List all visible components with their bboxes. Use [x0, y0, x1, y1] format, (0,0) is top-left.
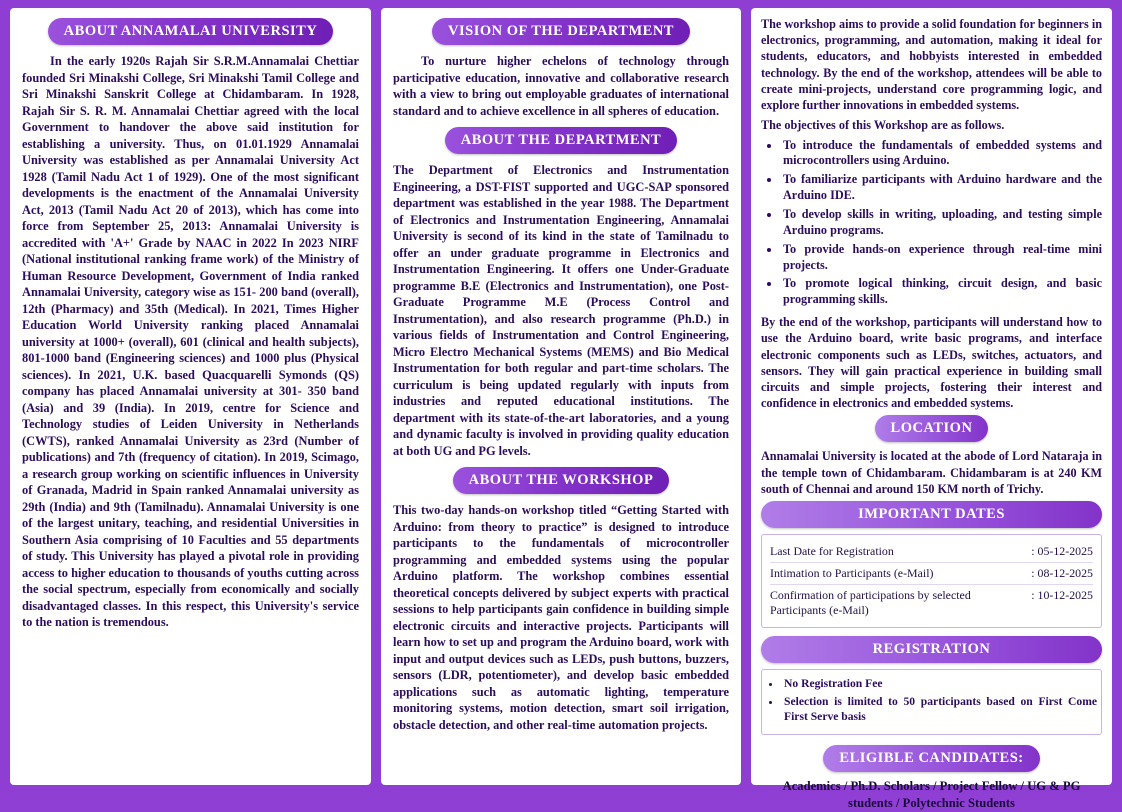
list-item: • To familiarize participants with Arduino hardware and the Arduino IDE. — [781, 172, 1102, 204]
table-row — [770, 563, 1093, 585]
workshop-outcome-paragraph: By the end of the workshop, participants will understand how to use the Arduino board, write basic programs, and interface electronic components such as LEDs, switches, actuators, and sensors. They will gain practical experience in building small circuits and simple projects, fostering their interest and confidence in electronics and embedded systems. — [761, 315, 1102, 411]
list-item: • To promote logical thinking, circuit design, and basic programming skills. — [781, 276, 1102, 308]
table-row — [770, 585, 1093, 621]
date-value: : 05-12-2025 — [1031, 544, 1093, 559]
column-objectives-and-details — [751, 8, 1112, 811]
heading-location: LOCATION — [875, 415, 989, 442]
registration-list — [762, 676, 1097, 724]
heading-important-dates: IMPORTANT DATES — [761, 501, 1102, 528]
location-paragraph: Annamalai University is located at the abode of Lord Nataraja in the temple town of Chidambaram. Chidambaram is at 240 KM south of Chennai and around 150 KM north of Trichy. — [761, 449, 1102, 496]
objectives-lead-text: The objectives of this Workshop are as follows. — [761, 118, 1005, 133]
about-university-paragraph: In the early 1920s Rajah Sir S.R.M.Annamalai Chettiar founded Sri Minakshi College, Sri Minakshi Tamil College and Sri Minakshi Sanskrit College at Chidambaram. In 1928, Rajah Sir S. R. M. Annamalai Chettiar agreed with the local Government to handover the above said institution for establishing a university. Thus, on 01.01.1929 Annamalai University was established as per Annamalai University Act 1928 (Tamil Nadu Act 1 of 1929). One of the most significant developments is the enactment of the Annamalai University Act, 2013 (Tamil Nadu Act 20 of 2013), which has come into force from September 25, 2013: Annamalai University is accredited with 'A+' Grade by NAAC in 2022 In 2023 NIRF (National institutional ranking frame work) of the Ministry of Human Resource Development, Government of India ranked Annamalai University, category wise as 151- 200 band (overall), 12th (Pharmacy) and 35th (Medical). In 2021, Times Higher Education World University ranking placed Annamalai university at 1000+ (overall), 601 (clinical and health subjects), 801-1000 band (Engineering sciences) and 1000 plus (Physical sciences). In 2021, U.K. based Quacquarelli Symonds (QS) company has placed Annamalai university at 301- 350 band (Asia) and 39 (India). In 2019, centre for Science and Technology studies of Leiden University in Netherlands (CWTS), ranked Annamalai University as 23rd (Number of publications) and 7th (frequency of citation). In 2019, Scimago, a research group working on scientific influences in University of Granada, Madrid in Spain ranked Annamalai university as 29th (India) and 9th (Tamilnadu). Annamalai University is one of the largest unitary, teaching, and residential Universities in Southern Asia comprising of 10 Faculties and 55 departments of study. This University has played a pivotal role in providing access to higher education to thousands of youths cutting across the social spectrum, especially from economically and socially disadvantaged classes. In this respect, this University's service to the nation is tremendous. — [22, 54, 359, 629]
column-department — [381, 8, 741, 785]
important-dates-table — [761, 534, 1102, 628]
date-label: Intimation to Participants (e-Mail) — [770, 566, 934, 581]
list-item: • To develop skills in writing, uploading, and testing simple Arduino programs. — [781, 207, 1102, 239]
objectives-list — [761, 138, 1102, 309]
vision-paragraph: To nurture higher echelons of technology through participative education, innovative and collaborative research with a view to bring out employable graduates of international standard and to achieve excellence in all spheres of education. — [393, 54, 729, 118]
date-label: Last Date for Registration — [770, 544, 894, 559]
eligible-candidates-text: Academics / Ph.D. Scholars / Project Fellow / UG & PG students / Polytechnic Students — [782, 779, 1081, 811]
heading-about-the-department: ABOUT THE DEPARTMENT — [445, 127, 677, 154]
column-about-university — [10, 8, 371, 785]
workshop-paragraph: This two-day hands-on workshop titled “Getting Started with Arduino: from theory to practice” is designed to introduce participants to the fundamentals of microcontroller programming and embedded systems using the popular Arduino platform. The workshop combines essential theoretical concepts delivered by subject experts with practical sessions to help participants gain confidence in building simple electronic circuits and interactive projects. Participants will learn how to set up and program the Arduino board, work with input and output devices such as LEDs, push buttons, buzzers, sensors (LDR, potentiometer), and develop basic embedded applications such as automatic lighting, temperature monitoring systems, motion detection, smart soil irrigation, obstacle detection, and other real-time automation projects. — [393, 503, 729, 732]
list-item: • To provide hands-on experience through real-time mini projects. — [781, 242, 1102, 274]
list-item: • No Registration Fee — [782, 676, 1097, 691]
date-value: : 10-12-2025 — [1031, 588, 1093, 603]
date-label: Confirmation of participations by selected Participants (e-Mail) — [770, 588, 971, 618]
workshop-aim-paragraph: The workshop aims to provide a solid foundation for beginners in electronics, programming, and automation, making it ideal for students, educators, and hobbyists interested in embedded technology. By the end of the workshop, attendees will be able to create mini-projects, understand core programming logic, and explore further innovations in embedded systems. — [761, 17, 1102, 113]
table-row — [770, 541, 1093, 563]
heading-eligible-candidates: ELIGIBLE CANDIDATES: — [823, 745, 1039, 772]
heading-vision-of-the-department: VISION OF THE DEPARTMENT — [432, 18, 690, 45]
date-value: : 08-12-2025 — [1031, 566, 1093, 581]
list-item: • Selection is limited to 50 participants based on First Come First Serve basis — [782, 694, 1097, 724]
list-item: • To introduce the fundamentals of embedded systems and microcontrollers using Arduino. — [781, 138, 1102, 170]
heading-about-annamalai-university: ABOUT ANNAMALAI UNIVERSITY — [48, 18, 334, 45]
department-paragraph: The Department of Electronics and Instrumentation Engineering, a DST-FIST supported and UGC-SAP sponsored department was established in the year 1988. The Department of Electronics and Instrumentation Engineering, Annamalai University is second of its kind in the state of Tamilnadu to offer an under graduate programme in Electronics and Instrumentation Engineering. It offers one Under-Graduate programme B.E (Electronics and Instrumentation), one Post-Graduate Programme M.E (Process Control and Instrumentation), and also research programme (Ph.D.) in various fields of Instrumentation and Control Engineering, Micro Electro Mechanical Systems (MEMS) and Bio Medical Instrumentation for both regular and part-time scholars. The curriculum is being updated regularly with inputs from industries and reputed educational institutions. The department with its state-of-the-art laboratories, and a young and dynamic faculty is involved in providing quality education at both UG and PG levels. — [393, 163, 729, 458]
heading-about-the-workshop: ABOUT THE WORKSHOP — [453, 467, 670, 494]
registration-box — [761, 669, 1102, 735]
heading-registration: REGISTRATION — [761, 636, 1102, 663]
